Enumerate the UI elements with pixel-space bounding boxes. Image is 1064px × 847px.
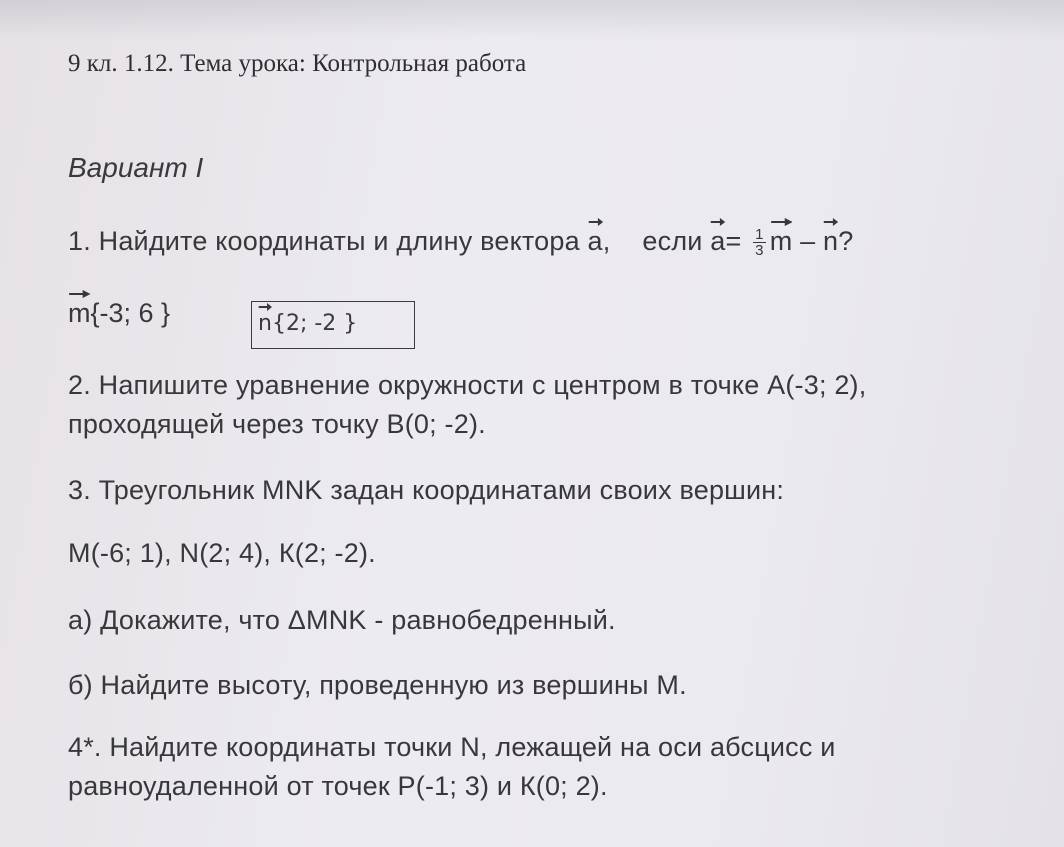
comma: , — [602, 226, 611, 256]
task-3-line-1: 3. Треугольник MNK задан координатами своих вершин: — [68, 475, 785, 505]
vector-n: n — [823, 226, 838, 257]
task-2-line-1: 2. Напишите уравнение окружности с центром в точке А(-3; 2), — [68, 370, 867, 400]
shadow-band — [0, 0, 1064, 40]
variant-title: Вариант I — [68, 152, 204, 183]
equals: = — [725, 226, 750, 256]
task-4-line-1: 4*. Найдите координаты точки N, лежащей на оси абсцисс и — [68, 732, 836, 762]
vector-m: m — [770, 226, 793, 257]
task-4-line-2: равноудаленной от точек Р(-1; 3) и К(0; 2). — [68, 771, 608, 801]
vector-arrow-icon — [68, 289, 91, 299]
vector-a-2: a — [710, 226, 725, 257]
m-coords-text: {-3; 6 } — [90, 298, 171, 328]
vector-m-label: m — [68, 298, 91, 329]
task-1-if: если — [642, 226, 711, 256]
vector-arrow-icon — [710, 217, 725, 227]
task-1-text: 1. Найдите координаты и длину вектора — [68, 226, 588, 256]
vector-arrow-icon — [258, 302, 272, 312]
vector-m-coords — [68, 298, 170, 329]
question-mark: ? — [838, 226, 854, 256]
vector-arrow-icon — [588, 217, 603, 227]
task-3-vertices: М(-6; 1), N(2; 4), К(2; -2). — [68, 538, 376, 568]
task-3-part-a: а) Докажите, что ΔMNK - равнобедренный. — [68, 605, 616, 635]
vector-arrow-icon — [770, 217, 793, 227]
task-2-line-2: проходящей через точку В(0; -2). — [68, 409, 486, 439]
n-coords-text: {2; -2 } — [271, 311, 358, 336]
vector-n-coords — [258, 311, 357, 336]
task-3-part-b: б) Найдите высоту, проведенную из вершины М. — [68, 670, 687, 700]
task-1 — [68, 226, 853, 258]
vector-a: a — [588, 226, 603, 257]
fraction-one-third: $\frac{1}{3}$ — [755, 226, 764, 260]
vector-n-label: n — [258, 311, 272, 336]
lesson-header: 9 кл. 1.12. Тема урока: Контрольная работа — [68, 50, 527, 77]
vector-arrow-icon — [823, 217, 838, 227]
minus: – — [792, 226, 824, 256]
